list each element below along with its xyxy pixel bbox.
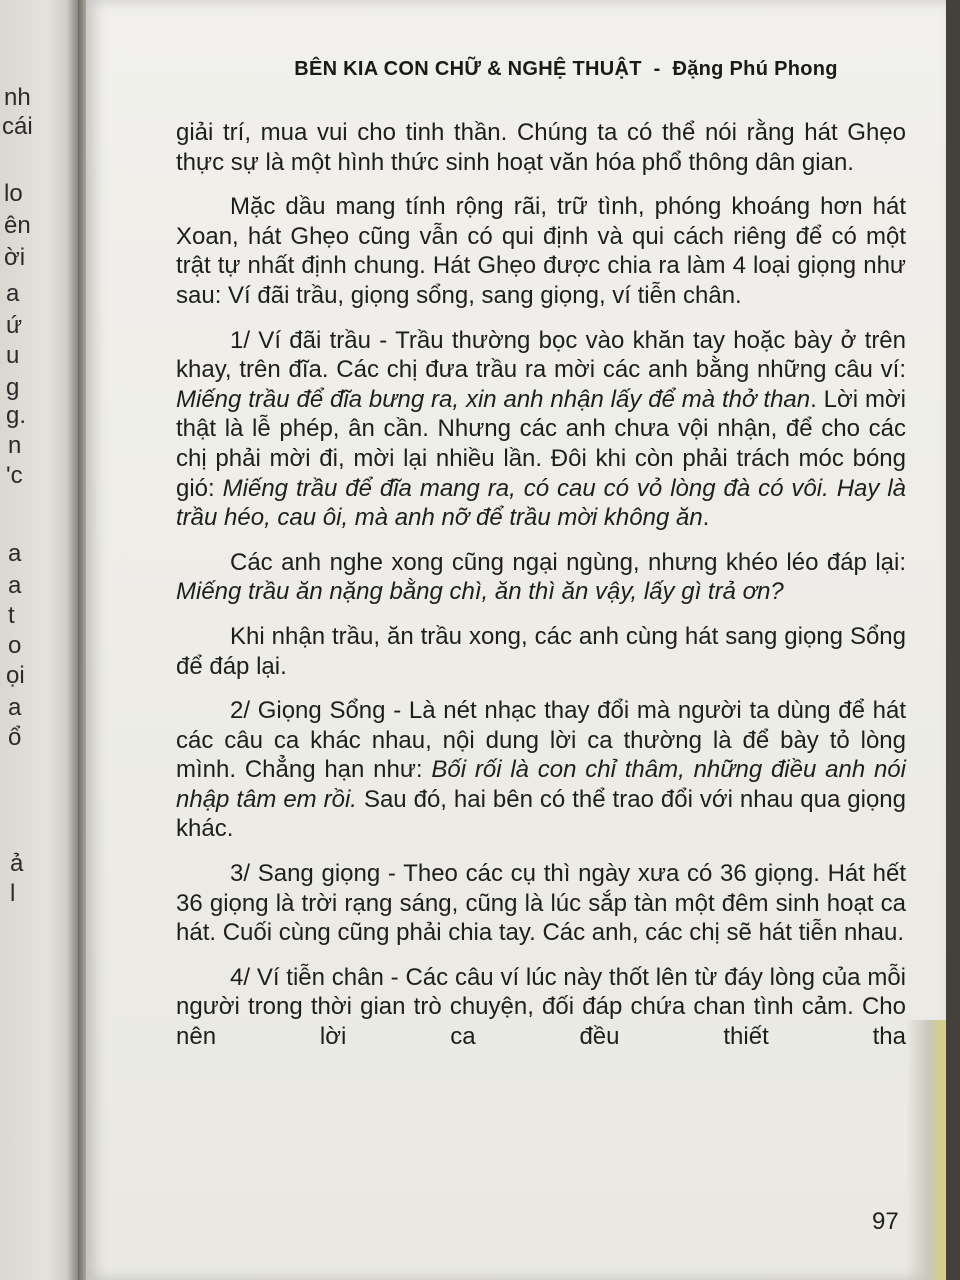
paragraph-text: giải trí, mua vui cho tinh thần. Chúng ta có thể nói rằng hát Ghẹo thực sự là một hình thức sinh hoạt văn hóa phổ thông dân gian. bbox=[176, 119, 906, 176]
left-page-fragment: g bbox=[6, 374, 20, 401]
page-body bbox=[176, 118, 906, 1067]
verse-quote: Miếng trầu để đĩa bưng ra, xin anh nhận lấy để mà thở than bbox=[176, 385, 811, 413]
left-page-fragment: ên bbox=[4, 212, 31, 239]
left-page-fragment: u bbox=[6, 342, 20, 369]
running-header bbox=[86, 58, 946, 81]
paragraph-text: Các anh nghe xong cũng ngại ngùng, nhưng khéo léo đáp lại: bbox=[230, 548, 906, 576]
left-page-fragment: 'c bbox=[6, 462, 23, 489]
paragraph-vi-dai-trau bbox=[176, 326, 906, 533]
left-page-fragment: ọi bbox=[6, 662, 25, 689]
paragraph-vi-tien-chan bbox=[176, 963, 906, 1052]
header-separator: - bbox=[653, 58, 661, 80]
header-title: BÊN KIA CON CHỮ & NGHỆ THUẬT bbox=[294, 58, 642, 80]
left-page-fragment: n bbox=[8, 432, 22, 459]
left-page-fragment: ổ bbox=[8, 724, 22, 751]
book-page bbox=[86, 0, 946, 1280]
paragraph-text: . Lời mời thật là lễ phép, ân cần. Nhưng các anh chưa vội nhận, để cho các chị phải mời đi, mời lại nhiều lần. Đôi khi còn phải trách móc bóng gió: bbox=[176, 385, 907, 502]
left-page-fragment: nh bbox=[4, 84, 31, 111]
paragraph-text: Mặc dầu mang tính rộng rãi, trữ tình, phóng khoáng hơn hát Xoan, hát Ghẹo cũng vẫn có qui định và qui cách riêng để có một trật tự nhất định chung. Hát Ghẹo được chia ra làm 4 loại giọng như sau: Ví đãi trầu, giọng sổng, sang giọng, ví tiễn chân. bbox=[176, 193, 906, 309]
left-page-fragment: t bbox=[8, 602, 15, 629]
verse-quote: Bối rối là con chỉ thâm, những điều anh nói nhập tâm em rồi. bbox=[176, 756, 906, 813]
paragraph-text: Khi nhận trầu, ăn trầu xong, các anh cùng hát sang giọng Sổng để đáp lại. bbox=[176, 622, 906, 680]
left-page-fragment: a bbox=[8, 572, 22, 599]
paragraph-text: . bbox=[702, 504, 710, 532]
paragraph bbox=[176, 548, 906, 607]
left-page-fragment: cái bbox=[2, 113, 33, 140]
left-page-fragment: o bbox=[8, 632, 22, 659]
paragraph-giong-song bbox=[176, 696, 906, 844]
verse-quote: Miếng trầu để đĩa mang ra, có cau có vỏ lòng đà có vôi. Hay là trầu héo, cau ôi, mà anh nỡ để trầu mời không ăn bbox=[176, 474, 906, 532]
page-number: 97 bbox=[872, 1208, 899, 1235]
section-lead: 4/ Ví tiễn chân - bbox=[230, 963, 399, 991]
paragraph bbox=[176, 192, 906, 310]
paragraph-sang-giong bbox=[176, 859, 906, 948]
left-facing-page bbox=[0, 0, 78, 1280]
left-page-fragment: a bbox=[6, 280, 20, 307]
section-lead: 3/ Sang giọng - bbox=[230, 860, 396, 888]
paragraph-text: Theo các cụ thì ngày xưa có 36 giọng. Hát hết 36 giọng là trời rạng sáng, cũng là lúc sắp tàn một đêm sinh hoạt ca hát. Cuối cùng cũng phải chia tay. Các anh, các chị sẽ hát tiễn nhau. bbox=[176, 860, 906, 947]
left-page-fragment: l bbox=[10, 880, 16, 907]
left-page-fragment: lo bbox=[4, 180, 23, 207]
left-page-fragment: ứ bbox=[6, 312, 23, 339]
paragraph-text: Các câu ví lúc này thốt lên từ đáy lòng của mỗi người trong thời gian trò chuyện, đối đáp chứa chan tình cảm. Cho nên lời ca đều thiết tha bbox=[176, 963, 907, 1051]
left-page-fragment: a bbox=[8, 540, 22, 567]
section-lead: 2/ Giọng Sổng - bbox=[230, 697, 402, 725]
left-page-fragment: ả bbox=[10, 850, 24, 877]
paragraph-text: Là nét nhạc thay đổi mà người ta dùng để hát các câu ca khác nhau, nội dung lời ca thường là để bày tỏ lòng mình. Chẳng hạn như: bbox=[176, 697, 907, 784]
paragraph-text: Trầu thường bọc vào khăn tay hoặc bày ở trên khay, trên đĩa. Các chị đưa trầu ra mời các anh bằng những câu ví: bbox=[176, 326, 906, 384]
section-lead: 1/ Ví đãi trầu - bbox=[230, 326, 388, 354]
header-author: Đặng Phú Phong bbox=[672, 58, 838, 80]
paragraph-text: Sau đó, hai bên có thể trao đổi với nhau qua giọng khác. bbox=[176, 785, 906, 843]
paragraph bbox=[176, 118, 906, 177]
left-page-fragment: ời bbox=[4, 244, 26, 271]
verse-quote: Miếng trầu ăn nặng bằng chì, ăn thì ăn vậy, lấy gì trả ơn? bbox=[176, 578, 784, 606]
left-page-fragment: g. bbox=[6, 402, 27, 429]
paragraph bbox=[176, 622, 906, 681]
left-page-fragment: a bbox=[8, 694, 22, 721]
page-corner-shadow bbox=[906, 1020, 946, 1280]
